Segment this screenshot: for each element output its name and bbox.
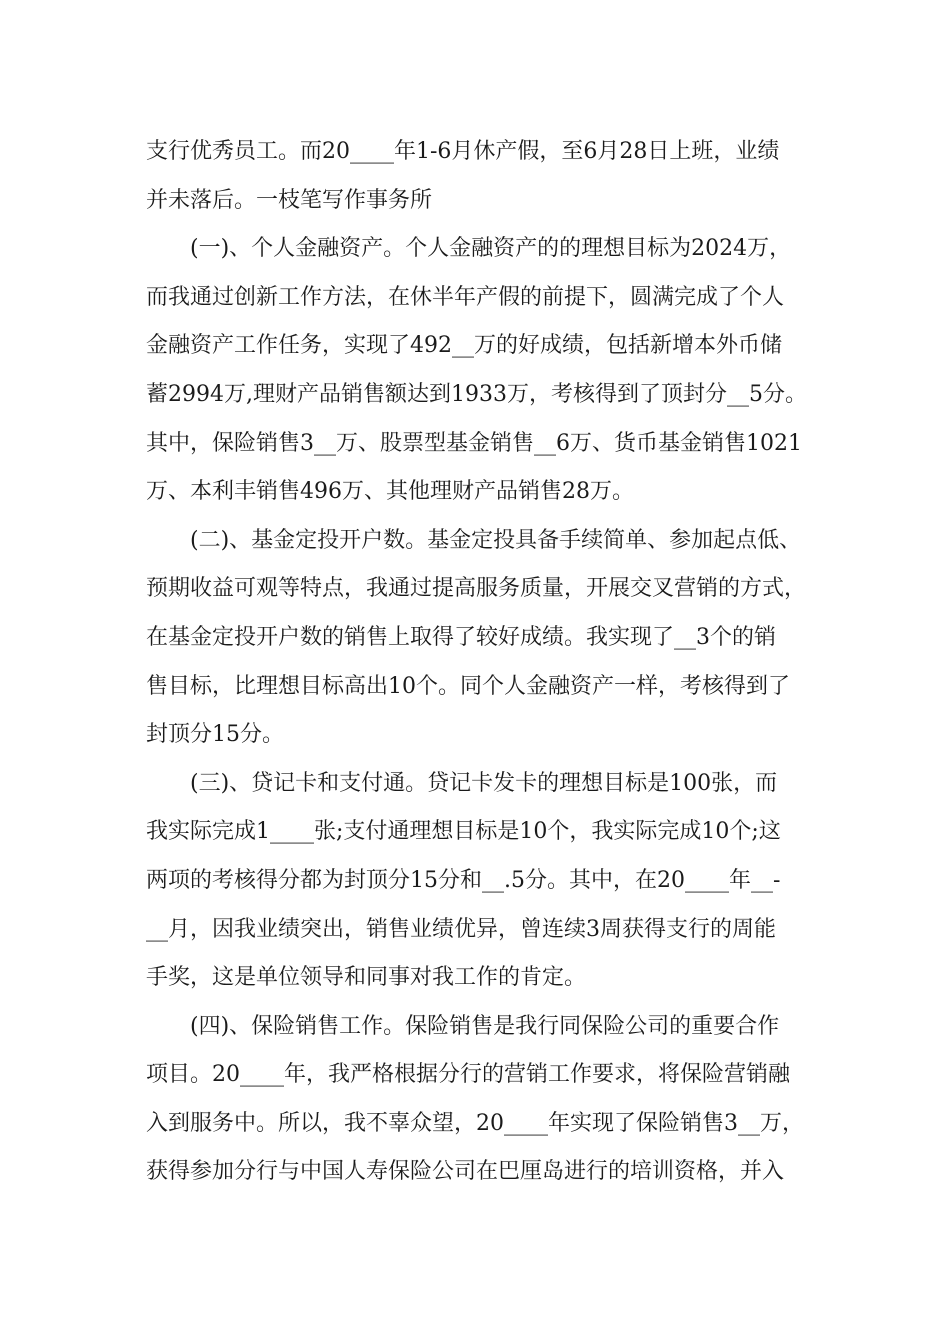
text-line: 并未落后。一枝笔写作事务所 <box>146 187 433 213</box>
text-line: 项目。20____年，我严格根据分行的营销工作要求，将保险营销融 <box>146 1062 790 1088</box>
text-line: 金融资产工作任务，实现了492__万的好成绩，包括新增本外币储 <box>146 333 782 359</box>
section-heading-line: (二)、基金定投开户数。基金定投具备手续简单、参加起点低、 <box>190 527 802 553</box>
section-heading-line: (一)、个人金融资产。个人金融资产的的理想目标为2024万， <box>190 236 792 262</box>
text-line: 售目标，比理想目标高出10个。同个人金融资产一样，考核得到了 <box>146 673 790 699</box>
text-line: 蓄2994万,理财产品销售额达到1933万，考核得到了顶封分__5分。 <box>146 381 807 407</box>
text-line: 支行优秀员工。而20____年1-6月休产假，至6月28日上班，业绩 <box>146 139 780 164</box>
text-line: __月，因我业绩突出，销售业绩优异，曾连续3周获得支行的周能 <box>146 916 776 942</box>
text-line: 在基金定投开户数的销售上取得了较好成绩。我实现了__3个的销 <box>146 624 776 650</box>
document-body <box>146 128 836 1197</box>
text-line: 我实际完成1____张;支付通理想目标是10个，我实际完成10个;这 <box>146 819 781 845</box>
text-line: 封顶分15分。 <box>146 722 284 748</box>
text-line: 获得参加分行与中国人寿保险公司在巴厘岛进行的培训资格，并入 <box>146 1159 785 1185</box>
text-line: 而我通过创新工作方法，在休半年产假的前提下，圆满完成了个人 <box>146 284 785 310</box>
text-line: 万、本利丰销售496万、其他理财产品销售28万。 <box>146 479 634 505</box>
section-heading-line: (四)、保险销售工作。保险销售是我行同保险公司的重要合作 <box>190 1013 780 1039</box>
text-line: 入到服务中。所以，我不辜众望，20____年实现了保险销售3__万， <box>146 1110 804 1136</box>
text-line: 其中，保险销售3__万、股票型基金销售__6万、货币基金销售1021 <box>146 430 802 456</box>
section-heading-line: (三)、贷记卡和支付通。贷记卡发卡的理想目标是100张，而 <box>190 770 778 796</box>
text-line: 预期收益可观等特点，我通过提高服务质量，开展交叉营销的方式， <box>146 576 807 602</box>
text-line: 手奖，这是单位领导和同事对我工作的肯定。 <box>146 965 587 991</box>
text-line: 两项的考核得分都为封顶分15分和__.5分。其中，在20____年__- <box>146 867 781 893</box>
